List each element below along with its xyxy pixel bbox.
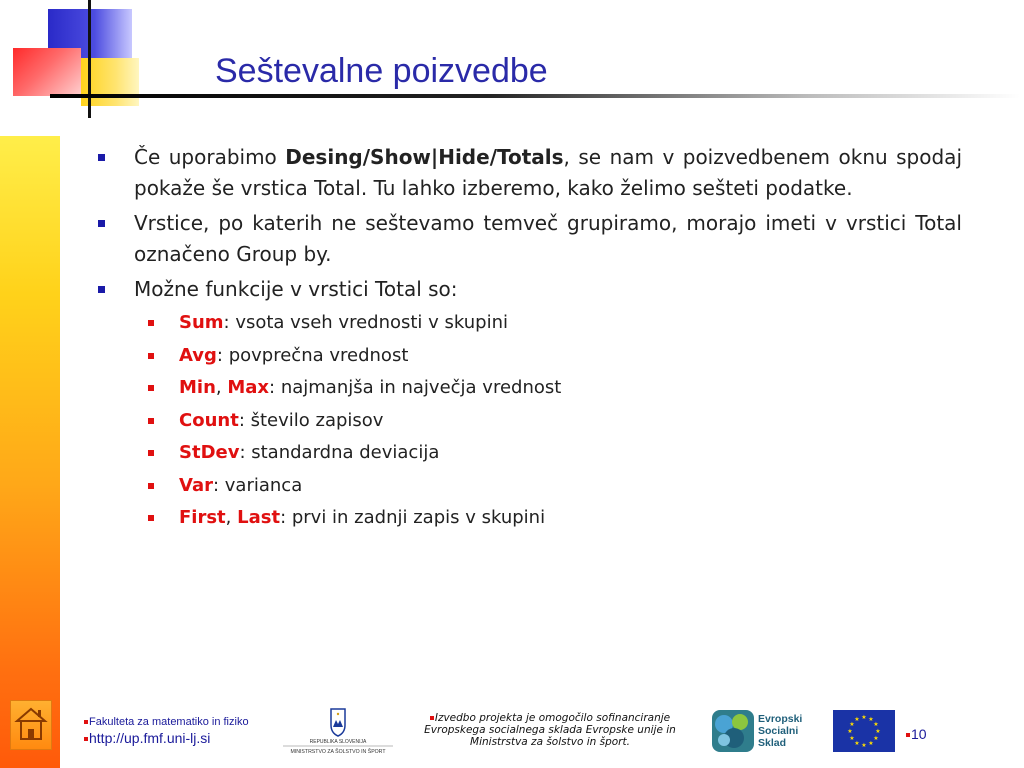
sub-bullet-marker [148,418,154,424]
bullet-item [96,142,962,204]
esf-logo [710,708,815,754]
esf-line1: Evropski [758,713,803,725]
ministry-logo [283,707,393,755]
esf-logo-icon [710,708,815,754]
funding-note [408,712,692,748]
bullet-suffix: , se nam v poizvedbenem oknu spodaj pokaže še vrstica Total. Tu lahko izberemo, kako želimo sešteti podatke. [134,145,962,200]
svg-text:★: ★ [854,716,860,723]
svg-text:★: ★ [873,735,879,742]
page-number [906,726,927,742]
side-color-band [0,136,60,768]
home-button[interactable] [10,700,52,750]
bullet-marker [98,154,105,161]
bullet-text: Vrstice, po katerih ne seštevamo temveč grupiramo, morajo imeti v vrstici Total označeno Group by. [134,211,962,266]
function-item [96,407,962,434]
bullet-item [96,208,962,270]
sub-bullet-marker [148,450,154,456]
function-item [96,309,962,336]
footer-bullet [84,737,88,741]
function-desc: : najmanjša in največja vrednost [269,377,562,398]
ministry-line2: MINISTRSTVO ZA ŠOLSTVO IN ŠPORT [290,749,386,755]
function-name: Sum [179,312,224,333]
function-name: StDev [179,442,240,463]
slovenia-coat-of-arms-icon [283,707,393,755]
function-name: Min [179,377,216,398]
function-name: Var [179,474,213,496]
sub-bullet-marker [148,385,154,391]
sub-bullet-marker [148,320,154,326]
function-name: Count [179,409,239,431]
footer-bullet [430,716,434,720]
bullet-text: Možne funkcije v vrstici Total so: [134,277,458,301]
function-item [96,472,962,499]
function-item [96,374,962,401]
function-desc: : standardna deviacija [239,442,440,463]
svg-text:★: ★ [861,742,867,749]
function-name: Last [237,507,281,528]
svg-text:★: ★ [873,721,879,728]
function-sep: , [215,377,228,398]
sub-bullet-marker [148,353,154,359]
deco-red-square [13,48,81,96]
footer-url-link[interactable] [84,730,210,746]
function-item [96,439,962,466]
footer-bullet [84,720,88,724]
footer-faculty [84,716,249,728]
ministry-line1: REPUBLIKA SLOVENIJA [309,739,367,745]
bullet-prefix: Če uporabimo [134,145,286,169]
funding-note-text: Izvedbo projekta je omogočilo sofinanciranje Evropskega socialnega sklada Evropske unije in Ministrstva za šolstvo in šport. [424,712,676,748]
function-item [96,504,962,531]
svg-text:★: ★ [849,735,855,742]
faculty-name: Fakulteta za matematiko in fiziko [89,716,249,728]
function-sep: , [225,507,238,528]
slide-title: Seštevalne poizvedbe [215,52,548,90]
function-desc: : povprečna vrednost [216,344,409,366]
esf-line2: Socialni [758,725,799,737]
eu-flag-icon [833,710,895,752]
function-name: Avg [179,344,217,366]
bullet-marker [98,220,105,227]
sub-bullet-marker [148,483,154,489]
function-desc: : vsota vseh vrednosti v skupini [223,312,509,333]
svg-text:★: ★ [847,728,853,735]
url-text: http://up.fmf.uni-lj.si [89,730,211,746]
function-name: First [179,507,226,528]
menu-path: Desing/Show|Hide/Totals [285,145,564,169]
svg-text:★: ★ [854,740,860,747]
bullet-marker [98,286,105,293]
footer-bullet [906,733,910,737]
function-desc: : prvi in zadnji zapis v skupini [280,507,546,528]
function-name: Max [227,377,270,398]
svg-text:★: ★ [861,714,867,721]
home-icon [11,701,51,749]
bullet-item [96,274,962,305]
svg-text:★: ★ [868,740,874,747]
svg-text:★: ★ [875,728,881,735]
function-desc: : varianca [212,474,303,496]
eu-flag [833,710,895,752]
slide-body [96,142,962,537]
svg-text:★: ★ [849,721,855,728]
svg-text:★: ★ [868,716,874,723]
function-desc: : število zapisov [238,409,384,431]
title-underline [50,94,1020,98]
function-item [96,342,962,369]
esf-line3: Sklad [758,737,787,749]
sub-bullet-marker [148,515,154,521]
deco-vertical-line [88,0,91,118]
page-number-text: 10 [911,726,927,742]
